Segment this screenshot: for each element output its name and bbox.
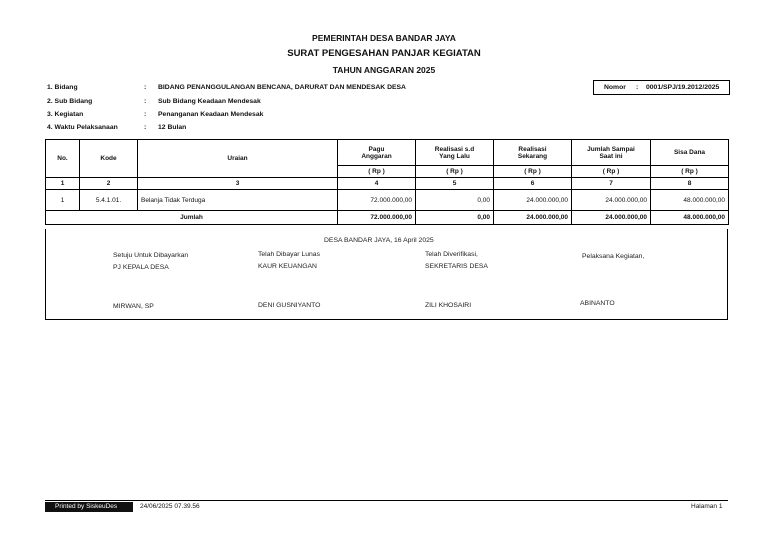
sig2-line2: KAUR KEUANGAN — [258, 263, 317, 270]
sig1-line1: Setuju Untuk Dibayarkan — [113, 252, 189, 259]
header-uraian: Uraian — [138, 140, 338, 178]
sig4-line1: Pelaksana Kegiatan, — [582, 253, 645, 260]
column-number-row — [46, 178, 729, 190]
header-kode: Kode — [80, 140, 138, 178]
col-number: 7 — [572, 178, 651, 190]
row-kode: 5.4.1.01. — [80, 190, 138, 211]
info-value-bidang: BIDANG PENANGGULANGAN BENCANA, DARURAT DAN MENDESAK DESA — [158, 84, 406, 91]
spj-table — [45, 139, 729, 225]
document-title: SURAT PENGESAHAN PANJAR KEGIATAN — [287, 48, 481, 59]
nomor-label: Nomor — [604, 84, 626, 91]
nomor-sep: : — [636, 84, 639, 91]
header-realisasi-lalu: Realisasi s.d Yang Lalu — [416, 140, 494, 166]
header-sisa: Sisa Dana — [651, 140, 729, 166]
footer-divider — [45, 500, 728, 501]
page-number: Halaman 1 — [691, 503, 723, 510]
sig1-name: MIRWAN, SP — [113, 303, 154, 310]
nomor-box — [593, 80, 730, 95]
sig1-line2: PJ KEPALA DESA — [113, 264, 169, 271]
unit-label: ( Rp ) — [651, 166, 729, 178]
info-sep: : — [144, 111, 147, 118]
col-number: 1 — [46, 178, 80, 190]
unit-label: ( Rp ) — [416, 166, 494, 178]
info-sep: : — [144, 98, 147, 105]
fiscal-year: TAHUN ANGGARAN 2025 — [332, 65, 436, 75]
row-pagu: 72.000.000,00 — [338, 190, 416, 211]
info-label-sub-bidang: 2. Sub Bidang — [47, 98, 93, 105]
sig4-name: ABINANTO — [580, 300, 615, 307]
info-sep: : — [144, 84, 147, 91]
info-label-bidang: 1. Bidang — [47, 84, 78, 91]
total-sisa: 48.000.000,00 — [651, 211, 729, 225]
info-sep: : — [144, 124, 147, 131]
header-jumlah: Jumlah Sampai Saat ini — [572, 140, 651, 166]
header-pagu: Pagu Anggaran — [338, 140, 416, 166]
col-number: 6 — [494, 178, 572, 190]
info-label-waktu: 4. Waktu Pelaksanaan — [47, 124, 118, 131]
row-jumlah: 24.000.000,00 — [572, 190, 651, 211]
unit-label: ( Rp ) — [338, 166, 416, 178]
sig3-line1: Telah Diverifikasi, — [425, 251, 478, 258]
sig2-line1: Telah Dibayar Lunas — [258, 251, 320, 258]
sig3-line2: SEKRETARIS DESA — [425, 263, 488, 270]
col-number: 8 — [651, 178, 729, 190]
sig3-name: ZILI KHOSAIRI — [425, 302, 472, 309]
sig2-name: DENI GUSNIYANTO — [258, 302, 321, 309]
total-row — [46, 211, 729, 225]
header-realisasi-sekarang: Realisasi Sekarang — [494, 140, 572, 166]
header-no: No. — [46, 140, 80, 178]
total-realisasi-sekarang: 24.000.000,00 — [494, 211, 572, 225]
total-realisasi-lalu: 0,00 — [416, 211, 494, 225]
col-number: 4 — [338, 178, 416, 190]
total-pagu: 72.000.000,00 — [338, 211, 416, 225]
nomor-value: 0001/SPJ/19.2012/2025 — [646, 84, 720, 91]
place-date: DESA BANDAR JAYA, 16 April 2025 — [324, 237, 434, 244]
total-label: Jumlah — [46, 211, 338, 225]
unit-label: ( Rp ) — [494, 166, 572, 178]
printed-by-badge: Printed by SiskeuDes — [45, 502, 133, 512]
total-jumlah: 24.000.000,00 — [572, 211, 651, 225]
col-number: 5 — [416, 178, 494, 190]
info-value-sub-bidang: Sub Bidang Keadaan Mendesak — [158, 98, 261, 105]
header-line1: PEMERINTAH DESA BANDAR JAYA — [312, 33, 456, 43]
table-header-row — [46, 140, 729, 166]
info-value-kegiatan: Penanganan Keadaan Mendesak — [158, 111, 264, 118]
row-realisasi-sekarang: 24.000.000,00 — [494, 190, 572, 211]
row-realisasi-lalu: 0,00 — [416, 190, 494, 211]
row-no: 1 — [46, 190, 80, 211]
unit-label: ( Rp ) — [572, 166, 651, 178]
info-label-kegiatan: 3. Kegiatan — [47, 111, 84, 118]
table-row — [46, 190, 729, 211]
row-sisa: 48.000.000,00 — [651, 190, 729, 211]
col-number: 3 — [138, 178, 338, 190]
print-timestamp: 24/06/2025 07.39.56 — [140, 503, 200, 510]
col-number: 2 — [80, 178, 138, 190]
info-value-waktu: 12 Bulan — [158, 124, 187, 131]
row-uraian: Belanja Tidak Terduga — [138, 190, 338, 211]
